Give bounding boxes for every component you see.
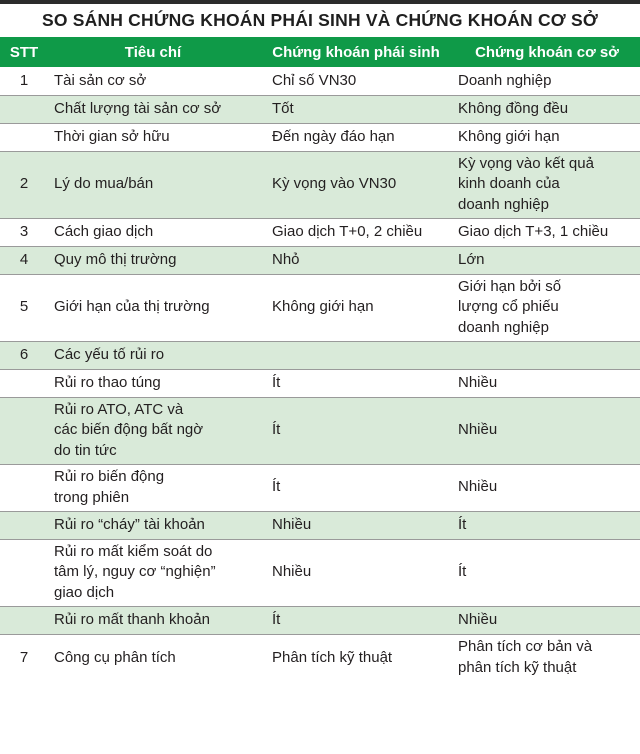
table-row <box>0 464 640 511</box>
cell-derivative: Ít <box>258 464 454 511</box>
cell-underlying: Không giới hạn <box>454 123 640 151</box>
table-row <box>0 151 640 218</box>
cell-underlying: Lớn <box>454 246 640 274</box>
cell-underlying: Phân tích cơ bản và phân tích kỹ thuật <box>454 634 640 681</box>
cell-underlying: Không đồng đều <box>454 95 640 123</box>
cell-derivative: Không giới hạn <box>258 274 454 341</box>
cell-criteria: Cách giao dịch <box>48 218 258 246</box>
cell-underlying: Nhiều <box>454 606 640 634</box>
cell-stt <box>0 95 48 123</box>
table-row <box>0 539 640 606</box>
column-header-derivative: Chứng khoán phái sinh <box>258 37 454 67</box>
table-row <box>0 511 640 539</box>
cell-derivative: Nhỏ <box>258 246 454 274</box>
cell-stt <box>0 511 48 539</box>
table-row <box>0 634 640 681</box>
cell-criteria: Quy mô thị trường <box>48 246 258 274</box>
cell-underlying: Doanh nghiệp <box>454 67 640 95</box>
cell-derivative <box>258 341 454 369</box>
cell-stt <box>0 539 48 606</box>
table-row <box>0 397 640 464</box>
cell-derivative: Ít <box>258 397 454 464</box>
table-row <box>0 95 640 123</box>
cell-stt: 3 <box>0 218 48 246</box>
column-header-underlying: Chứng khoán cơ sở <box>454 37 640 67</box>
cell-criteria: Tài sản cơ sở <box>48 67 258 95</box>
table-row <box>0 606 640 634</box>
cell-underlying: Ít <box>454 539 640 606</box>
cell-derivative: Chỉ số VN30 <box>258 67 454 95</box>
cell-stt <box>0 606 48 634</box>
cell-derivative: Nhiều <box>258 511 454 539</box>
cell-stt: 6 <box>0 341 48 369</box>
cell-stt: 7 <box>0 634 48 681</box>
cell-stt: 1 <box>0 67 48 95</box>
cell-stt <box>0 369 48 397</box>
cell-criteria: Rủi ro thao túng <box>48 369 258 397</box>
table-row <box>0 369 640 397</box>
cell-derivative: Tốt <box>258 95 454 123</box>
cell-derivative: Ít <box>258 369 454 397</box>
cell-derivative: Đến ngày đáo hạn <box>258 123 454 151</box>
cell-criteria: Rủi ro ATO, ATC và các biến động bất ngờ do tin tức <box>48 397 258 464</box>
table-row <box>0 218 640 246</box>
cell-criteria: Lý do mua/bán <box>48 151 258 218</box>
cell-underlying: Ít <box>454 511 640 539</box>
cell-derivative: Nhiều <box>258 539 454 606</box>
column-header-criteria: Tiêu chí <box>48 37 258 67</box>
cell-criteria: Giới hạn của thị trường <box>48 274 258 341</box>
cell-stt: 2 <box>0 151 48 218</box>
table-body <box>0 67 640 681</box>
cell-criteria: Các yếu tố rủi ro <box>48 341 258 369</box>
cell-criteria: Công cụ phân tích <box>48 634 258 681</box>
table-row <box>0 67 640 95</box>
cell-stt: 5 <box>0 274 48 341</box>
table-header-row <box>0 37 640 67</box>
cell-criteria: Chất lượng tài sản cơ sở <box>48 95 258 123</box>
cell-criteria: Rủi ro mất kiểm soát do tâm lý, nguy cơ “nghiện” giao dịch <box>48 539 258 606</box>
cell-criteria: Rủi ro mất thanh khoản <box>48 606 258 634</box>
cell-stt: 4 <box>0 246 48 274</box>
cell-stt <box>0 123 48 151</box>
cell-underlying: Nhiều <box>454 397 640 464</box>
cell-stt <box>0 464 48 511</box>
table-row <box>0 246 640 274</box>
cell-underlying <box>454 341 640 369</box>
cell-criteria: Rủi ro “cháy” tài khoản <box>48 511 258 539</box>
cell-underlying: Giao dịch T+3, 1 chiều <box>454 218 640 246</box>
cell-underlying: Nhiều <box>454 464 640 511</box>
cell-derivative: Ít <box>258 606 454 634</box>
table-row <box>0 123 640 151</box>
page-title: SO SÁNH CHỨNG KHOÁN PHÁI SINH VÀ CHỨNG KHOÁN CƠ SỞ <box>41 10 598 30</box>
comparison-table <box>0 37 640 681</box>
table-row <box>0 274 640 341</box>
cell-stt <box>0 397 48 464</box>
cell-underlying: Giới hạn bởi số lượng cổ phiếu doanh nghiệp <box>454 274 640 341</box>
column-header-stt: STT <box>0 37 48 67</box>
table-row <box>0 341 640 369</box>
cell-criteria: Thời gian sở hữu <box>48 123 258 151</box>
cell-derivative: Phân tích kỹ thuật <box>258 634 454 681</box>
cell-derivative: Kỳ vọng vào VN30 <box>258 151 454 218</box>
cell-derivative: Giao dịch T+0, 2 chiều <box>258 218 454 246</box>
cell-criteria: Rủi ro biến động trong phiên <box>48 464 258 511</box>
cell-underlying: Kỳ vọng vào kết quả kinh doanh của doanh nghiệp <box>454 151 640 218</box>
cell-underlying: Nhiều <box>454 369 640 397</box>
